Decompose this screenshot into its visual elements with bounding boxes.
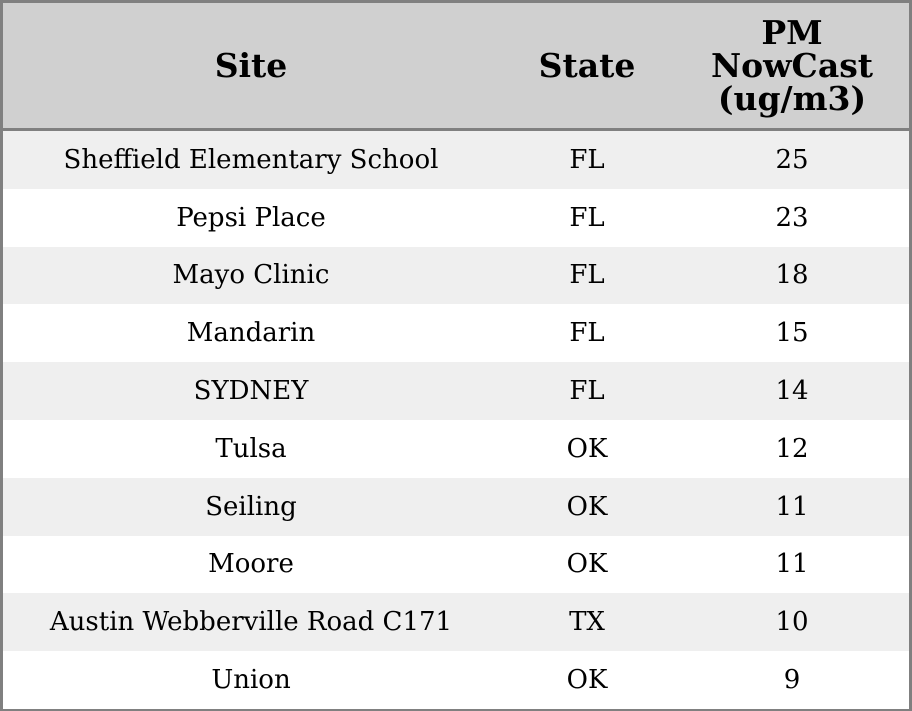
table-body <box>3 130 909 709</box>
state-cell: OK <box>499 420 675 478</box>
pm-value-cell: 18 <box>675 247 909 305</box>
pm-value-cell: 23 <box>675 189 909 247</box>
column-header-state <box>499 3 675 130</box>
pm-value-cell: 12 <box>675 420 909 478</box>
site-cell: Tulsa <box>3 420 499 478</box>
table-row <box>3 651 909 709</box>
table-row <box>3 362 909 420</box>
site-cell: SYDNEY <box>3 362 499 420</box>
pm-value-cell: 9 <box>675 651 909 709</box>
state-cell: OK <box>499 478 675 536</box>
state-cell: FL <box>499 189 675 247</box>
table-row <box>3 130 909 189</box>
site-cell: Pepsi Place <box>3 189 499 247</box>
state-cell: TX <box>499 593 675 651</box>
table-row <box>3 420 909 478</box>
column-header-pm-line-3: (ug/m3) <box>717 79 867 118</box>
pm-value-cell: 15 <box>675 304 909 362</box>
state-cell: OK <box>499 536 675 594</box>
column-header-pm-line-1: PM <box>761 13 823 52</box>
state-cell: FL <box>499 247 675 305</box>
table-row <box>3 247 909 305</box>
pm-value-cell: 10 <box>675 593 909 651</box>
table-row <box>3 478 909 536</box>
table-row <box>3 536 909 594</box>
site-cell: Mayo Clinic <box>3 247 499 305</box>
column-header-state-label: State <box>538 46 636 85</box>
state-cell: FL <box>499 304 675 362</box>
table-row <box>3 304 909 362</box>
site-cell: Seiling <box>3 478 499 536</box>
column-header-site <box>3 3 499 130</box>
state-cell: OK <box>499 651 675 709</box>
table-row <box>3 593 909 651</box>
table-row <box>3 189 909 247</box>
site-cell: Mandarin <box>3 304 499 362</box>
site-cell: Sheffield Elementary School <box>3 130 499 189</box>
pm-value-cell: 14 <box>675 362 909 420</box>
state-cell: FL <box>499 362 675 420</box>
site-cell: Austin Webberville Road C171 <box>3 593 499 651</box>
data-table <box>3 3 909 709</box>
column-header-pm <box>675 3 909 130</box>
pm-value-cell: 25 <box>675 130 909 189</box>
site-cell: Moore <box>3 536 499 594</box>
column-header-site-label: Site <box>214 46 288 85</box>
header-row <box>3 3 909 130</box>
state-cell: FL <box>499 130 675 189</box>
pm-value-cell: 11 <box>675 478 909 536</box>
column-header-pm-line-2: NowCast <box>710 46 874 85</box>
site-cell: Union <box>3 651 499 709</box>
pm-value-cell: 11 <box>675 536 909 594</box>
